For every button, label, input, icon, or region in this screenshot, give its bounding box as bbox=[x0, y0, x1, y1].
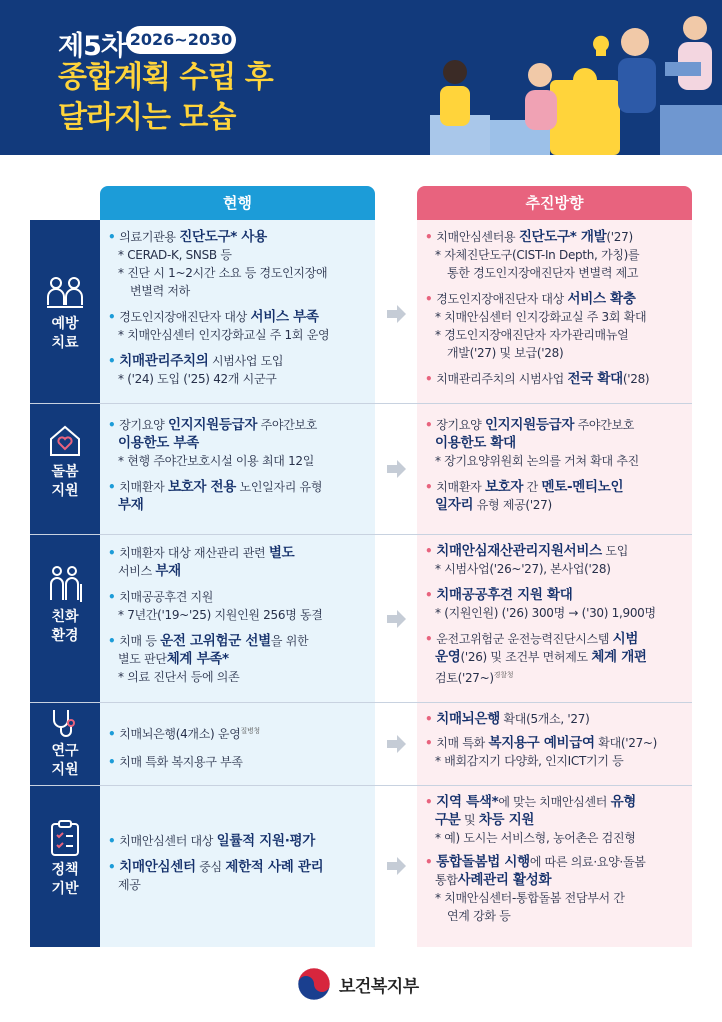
list-item: • 치매 특화 복지용구 예비급여 확대('27~) bbox=[425, 735, 658, 751]
item-emphasis: 멘토-멘티노인 bbox=[541, 479, 624, 495]
item-note: * 예) 도시는 서비스형, 농어촌은 검진형 bbox=[435, 831, 636, 845]
item-emphasis: 이용한도 확대 bbox=[435, 435, 516, 451]
section-label-text: 연구 지원 bbox=[51, 743, 79, 778]
ministry-name: 보건복지부 bbox=[339, 977, 419, 997]
section-label-policy bbox=[30, 785, 100, 947]
direction-environment-cell bbox=[425, 542, 689, 687]
list-item: • 치매환자 대상 재산관리 관련 별도 bbox=[108, 545, 295, 561]
item-note: * 현행 주야간보호시설 이용 최대 12일 bbox=[118, 454, 315, 468]
direction-research-cell bbox=[425, 710, 689, 770]
title-line-2: 종합계획 수립 후 bbox=[58, 60, 273, 95]
item-text: 장기요양 bbox=[119, 418, 168, 432]
list-item: • 치매환자 보호자 전용 노인일자리 유형 bbox=[108, 479, 323, 495]
arrow-right-icon bbox=[385, 855, 407, 877]
agency-note: 경찰청 bbox=[493, 671, 514, 679]
current-environment-cell bbox=[108, 544, 370, 686]
list-item: • 치매 특화 복지용구 부족 bbox=[108, 755, 243, 769]
item-emphasis: 차등 지원 bbox=[478, 812, 535, 828]
item-text: 경도인지장애진단자 대상 bbox=[436, 292, 568, 306]
list-item: • 경도인지장애진단자 대상 서비스 확충 bbox=[425, 291, 636, 307]
item-note: * ('24) 도입 ('25) 42개 시군구 bbox=[118, 372, 277, 386]
item-emphasis: 사례관리 활성화 bbox=[457, 872, 552, 888]
item-text: 중심 bbox=[195, 860, 226, 874]
list-item: • 지역 특색*에 맞는 치매안심센터 유형 bbox=[425, 794, 637, 810]
item-emphasis: 진단도구* 개발 bbox=[518, 229, 607, 245]
item-text: 운전고위험군 운전능력진단시스템 bbox=[436, 632, 613, 646]
section-label-research bbox=[30, 702, 100, 785]
list-item: • 운전고위험군 운전능력진단시스템 시범 bbox=[425, 631, 639, 647]
item-text: 치매환자 bbox=[119, 480, 168, 494]
item-text: 도입 bbox=[601, 544, 628, 558]
current-care-cell bbox=[108, 416, 370, 514]
list-item: • 치매안심센터 대상 일률적 지원·평가 bbox=[108, 833, 316, 849]
checklist-clipboard-icon bbox=[49, 819, 81, 857]
item-text: 간 bbox=[523, 480, 542, 494]
item-note: * 경도인지장애진단자 자가관리매뉴얼 bbox=[435, 328, 629, 342]
list-item: • 치매안심재산관리지원서비스 도입 bbox=[425, 543, 628, 559]
item-emphasis: 부재 bbox=[155, 563, 181, 579]
arrow-right-icon bbox=[385, 303, 407, 325]
current-prevention-cell bbox=[108, 228, 370, 388]
item-emphasis: 일자리 bbox=[435, 497, 474, 513]
item-note: * 치매안심센터-통합돌봄 전담부서 간 bbox=[435, 891, 625, 905]
item-text: 확대(5개소, '27) bbox=[499, 712, 590, 726]
item-emphasis: 통합돌봄법 시행 bbox=[436, 854, 530, 870]
item-note: 통한 경도인지장애진단자 변별력 제고 bbox=[447, 266, 639, 280]
item-emphasis: 운전 고위험군 선별 bbox=[160, 633, 271, 649]
list-item: • 장기요양 인지지원등급자 주야간보호 bbox=[425, 417, 635, 433]
list-item: • 장기요양 인지지원등급자 주야간보호 bbox=[108, 417, 318, 433]
item-note: * 진단 시 1~2시간 소요 등 경도인지장애 bbox=[118, 266, 328, 280]
item-note: * CERAD-K, SNSB 등 bbox=[118, 248, 232, 262]
item-emphasis: 체계 개편 bbox=[591, 649, 647, 665]
item-text: 장기요양 bbox=[436, 418, 485, 432]
item-emphasis: 운영 bbox=[435, 649, 461, 665]
list-item: • 치매관리주치의 시범사업 도입 bbox=[108, 353, 284, 369]
direction-policy-cell bbox=[425, 793, 689, 925]
item-emphasis: 유형 bbox=[610, 794, 637, 810]
row-divider bbox=[30, 785, 692, 786]
arrow-right-icon bbox=[385, 608, 407, 630]
direction-care-cell bbox=[425, 416, 689, 514]
item-text: 을 위한 bbox=[270, 634, 309, 648]
section-label-care bbox=[30, 403, 100, 534]
elderly-couple-icon bbox=[45, 564, 85, 604]
item-note: * 시범사업('26~'27), 본사업('28) bbox=[435, 562, 611, 576]
list-item: • 치매뇌은행 확대(5개소, '27) bbox=[425, 711, 590, 727]
item-text: 치매환자 대상 재산관리 관련 bbox=[119, 546, 269, 560]
item-text: 별도 판단 bbox=[118, 652, 167, 666]
item-text: 의료기관용 bbox=[119, 230, 180, 244]
list-item: • 치매뇌은행(4개소) 운영$^{질병청}$ bbox=[108, 727, 260, 741]
item-text: 검토('27~) bbox=[435, 671, 494, 685]
current-policy-cell bbox=[108, 832, 370, 894]
item-text: 제공 bbox=[118, 878, 141, 892]
list-item: • 치매공공후견 지원 확대 bbox=[425, 587, 573, 603]
item-emphasis: 제한적 사례 관리 bbox=[225, 859, 324, 875]
item-note: * 배회감지기 다양화, 인지ICT기기 등 bbox=[435, 754, 624, 768]
item-text: 시범사업 도입 bbox=[208, 354, 284, 368]
list-item: • 치매안심센터용 진단도구* 개발('27) bbox=[425, 229, 633, 245]
item-emphasis: 치매공공후견 지원 확대 bbox=[436, 587, 573, 603]
item-emphasis: 서비스 부족 bbox=[250, 309, 319, 325]
item-emphasis: 진단도구* 사용 bbox=[179, 229, 267, 245]
list-item: • 치매 등 운전 고위험군 선별을 위한 bbox=[108, 633, 309, 649]
item-emphasis: 구분 bbox=[435, 812, 461, 828]
item-note: 연계 강화 등 bbox=[447, 909, 511, 923]
item-note: * 의료 진단서 등에 의존 bbox=[118, 670, 240, 684]
item-note: * (지원인원) ('26) 300명 → ('30) 1,900명 bbox=[435, 606, 656, 620]
item-text: 주야간보호 bbox=[574, 418, 635, 432]
puzzle-people-illustration bbox=[410, 10, 722, 155]
list-item: • 치매공공후견 지원 bbox=[108, 590, 214, 604]
list-item: • 치매안심센터 중심 제한적 사례 관리 bbox=[108, 859, 324, 875]
arrow-right-icon bbox=[385, 733, 407, 755]
list-item: • 치매환자 보호자 간 멘토-멘티노인 bbox=[425, 479, 624, 495]
item-emphasis: 일률적 지원·평가 bbox=[216, 833, 316, 849]
item-text: 치매 특화 bbox=[436, 736, 489, 750]
item-text: 확대('27~) bbox=[594, 736, 658, 750]
item-text: 치매뇌은행(4개소) 운영 bbox=[119, 727, 241, 741]
item-note: * 치매안심센터 인지강화교실 주 3회 확대 bbox=[435, 310, 647, 324]
item-text: 통합 bbox=[435, 873, 458, 887]
ministry-logo-icon bbox=[296, 966, 332, 1002]
item-text: 치매안심센터용 bbox=[436, 230, 519, 244]
item-text: 에 따른 의료·요양·돌봄 bbox=[529, 855, 646, 869]
item-emphasis: 부재 bbox=[118, 497, 144, 513]
item-note: 개발('27) 및 보급('28) bbox=[447, 346, 564, 360]
item-text: ('28) bbox=[622, 372, 650, 386]
item-text: 경도인지장애진단자 대상 bbox=[119, 310, 251, 324]
item-emphasis: 복지용구 예비급여 bbox=[488, 735, 595, 751]
item-emphasis: 보호자 전용 bbox=[167, 479, 237, 495]
title-line-3: 달라지는 모습 bbox=[58, 100, 236, 135]
item-text: 치매 등 bbox=[119, 634, 161, 648]
item-text: 및 bbox=[460, 813, 479, 827]
section-label-text: 돌봄 지원 bbox=[51, 464, 79, 499]
item-emphasis: 전국 확대 bbox=[567, 371, 623, 387]
section-label-text: 예방 치료 bbox=[51, 316, 79, 351]
item-emphasis: 별도 bbox=[268, 545, 295, 561]
list-item: • 치매관리주치의 시범사업 전국 확대('28) bbox=[425, 371, 650, 387]
item-text: 치매환자 bbox=[436, 480, 485, 494]
row-divider bbox=[30, 534, 692, 535]
section-label-friendly-environment bbox=[30, 534, 100, 702]
current-research-cell bbox=[108, 722, 370, 771]
item-text: ('26) 및 조건부 면허제도 bbox=[460, 650, 592, 664]
item-text: 서비스 bbox=[118, 564, 156, 578]
item-text: 치매 특화 복지용구 부족 bbox=[119, 755, 243, 769]
item-text: 치매안심센터 대상 bbox=[119, 834, 217, 848]
title-line-1: 제5차 bbox=[58, 31, 126, 62]
item-text: 에 맞는 치매안심센터 bbox=[498, 795, 611, 809]
row-divider bbox=[30, 403, 692, 404]
item-emphasis: 치매관리주치의 bbox=[119, 353, 209, 369]
section-label-prevention bbox=[30, 220, 100, 403]
section-label-text: 친화 환경 bbox=[51, 609, 79, 644]
list-item: • 경도인지장애진단자 대상 서비스 부족 bbox=[108, 309, 319, 325]
item-emphasis: 인지지원등급자 bbox=[484, 417, 575, 433]
item-note: * 자체진단도구(CIST-In Depth, 가칭)를 bbox=[435, 248, 640, 262]
column-header-current: 현행 bbox=[100, 186, 375, 220]
arrow-right-icon bbox=[385, 458, 407, 480]
direction-prevention-cell bbox=[425, 228, 689, 388]
item-text: 주야간보호 bbox=[257, 418, 318, 432]
item-emphasis: 치매안심센터 bbox=[119, 859, 196, 875]
item-text: 치매관리주치의 시범사업 bbox=[436, 372, 568, 386]
item-text: ('27) bbox=[606, 230, 633, 244]
item-note: 변별력 저하 bbox=[130, 284, 190, 298]
doctor-patient-icon bbox=[45, 275, 85, 311]
agency-note: 질병청 bbox=[240, 727, 260, 735]
column-header-direction: 추진방향 bbox=[417, 186, 692, 220]
item-emphasis: 인지지원등급자 bbox=[167, 417, 258, 433]
item-note: * 치매안심센터 인지강화교실 주 1회 운영 bbox=[118, 328, 330, 342]
section-label-text: 정책 기반 bbox=[51, 862, 79, 897]
list-item: • 통합돌봄법 시행에 따른 의료·요양·돌봄 bbox=[425, 854, 646, 870]
item-text: 노인일자리 유형 bbox=[236, 480, 323, 494]
item-emphasis: 체계 부족* bbox=[166, 651, 229, 667]
row-divider bbox=[30, 702, 692, 703]
period-badge: 2026~2030 bbox=[126, 26, 236, 54]
item-emphasis: 치매안심재산관리지원서비스 bbox=[436, 543, 602, 559]
item-emphasis: 치매뇌은행 bbox=[436, 711, 500, 727]
item-emphasis: 지역 특색* bbox=[436, 794, 499, 810]
item-emphasis: 서비스 확충 bbox=[567, 291, 636, 307]
item-text: 유형 제공('27) bbox=[473, 498, 552, 512]
item-emphasis: 이용한도 부족 bbox=[118, 435, 199, 451]
item-note: * 장기요양위원회 논의를 거쳐 확대 추진 bbox=[435, 454, 639, 468]
header-banner bbox=[0, 0, 722, 155]
item-emphasis: 보호자 bbox=[484, 479, 524, 495]
stethoscope-icon bbox=[48, 708, 82, 738]
item-note: * 7년간('19~'25) 지원인원 256명 동결 bbox=[118, 608, 323, 622]
care-home-icon bbox=[47, 423, 83, 459]
item-emphasis: 시범 bbox=[612, 631, 639, 647]
item-text: 치매공공후견 지원 bbox=[119, 590, 214, 604]
list-item: • 의료기관용 진단도구* 사용 bbox=[108, 229, 267, 245]
